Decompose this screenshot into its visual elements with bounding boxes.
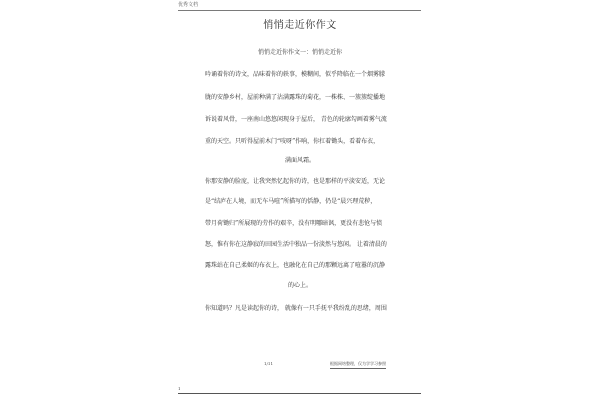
bottom-mark: 1 <box>178 386 181 391</box>
body-line: 吟诵着你的诗文，品味着你的轶事，模糊间，似乎降临在一个烟雾朦 <box>205 71 386 78</box>
header-label: 优秀文档 <box>178 2 199 8</box>
body-line: 诉说着风骨，一座南山悠悠闲现身于屋后， 青色的轮廓勾画着雾气流 <box>205 116 387 123</box>
header-divider <box>178 10 421 11</box>
footer-divider <box>178 393 421 394</box>
body-line: 你知道吗？凡是读起你的诗， 就像有一只手抚平我纷乱的思绪，周围 <box>205 305 387 312</box>
body-line: 是“结庐在人境，而无车马喧”所描写的恬静，仍是“晨兴理荒秽， <box>205 198 377 205</box>
body-line: 的心上。 <box>287 282 312 289</box>
document-subtitle: 悄悄走近你作文一：悄悄走近你 <box>257 49 342 56</box>
body-line: 露珠站在自己柔姬的布衣上，也融化在自己的那颗远离了喧嚣的沉静 <box>205 262 386 269</box>
document-title: 悄悄走近你作文 <box>263 20 337 31</box>
body-line: 你那安静的脸庞，让我突然忆起你的诗，也是那样的平淡安适，无论 <box>205 178 386 185</box>
body-line: 重的天空。只听得屋前木门“吱呀”作响，你扛着锄头，看着布衣， <box>205 138 380 145</box>
body-line: 胧的安静乡村，屋前种满了沾满露珠的菊花，一株株、一簇簇绽播地 <box>205 94 386 101</box>
body-line: 带月荷锄归”所展现的劳作的艰辛，没有明哪暗讽，更没有悲怆与愤 <box>205 220 383 227</box>
page-number: 1/11 <box>264 361 273 366</box>
body-line: 怒，惟有你在这静寂的田园生活中独品一份淡然与悠闲。 让着清晨的 <box>205 241 387 248</box>
body-line: 满面风霜。 <box>284 157 315 164</box>
footer-note: 根据网络整理，仅为学学习参照 <box>330 361 386 369</box>
